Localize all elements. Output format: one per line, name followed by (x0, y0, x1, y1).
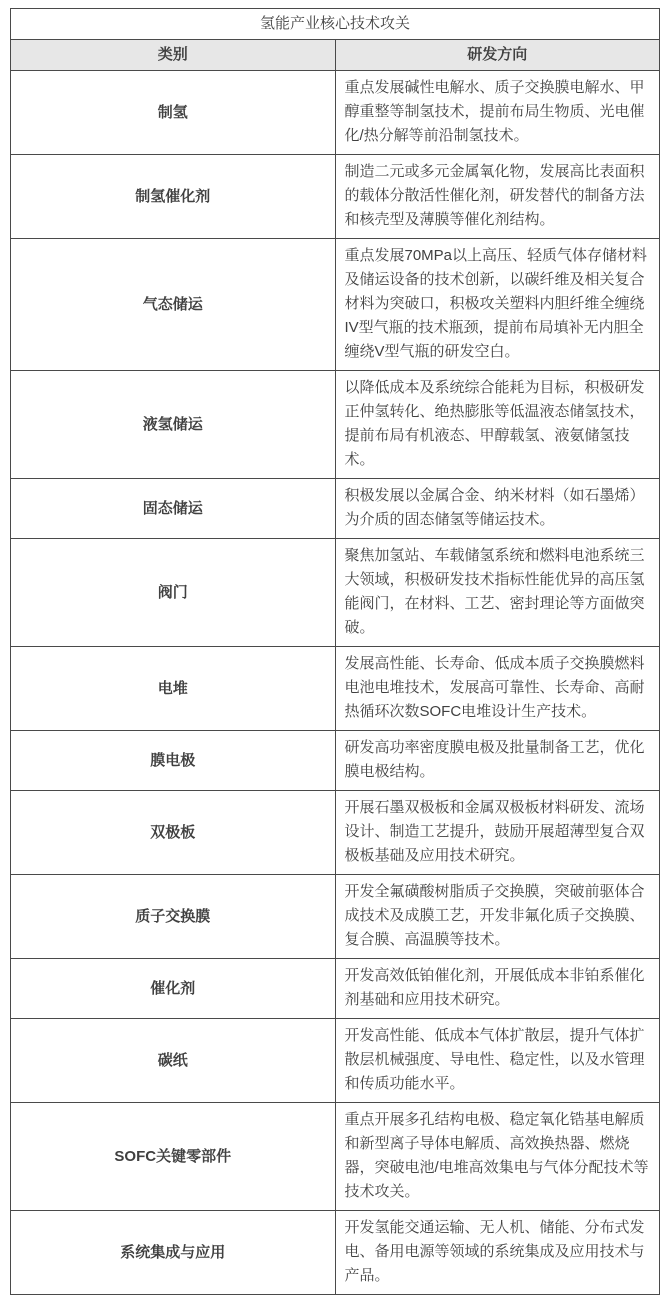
category-cell: 液氢储运 (11, 371, 336, 479)
category-cell: 质子交换膜 (11, 875, 336, 959)
table-row (11, 239, 660, 371)
category-cell: 阀门 (11, 539, 336, 647)
direction-cell: 重点发展70MPa以上高压、轻质气体存储材料及储运设备的技术创新，以碳纤维及相关复合材料为突破口，积极攻关塑料内胆纤维全缠绕IV型气瓶的技术瓶颈，提前布局填补无内胆全缠绕V型气瓶的研发空白。 (335, 239, 660, 371)
table-row (11, 875, 660, 959)
table-row (11, 959, 660, 1019)
table-row (11, 155, 660, 239)
direction-cell: 以降低成本及系统综合能耗为目标，积极研发正仲氢转化、绝热膨胀等低温液态储氢技术，提前布局有机液态、甲醇载氢、液氨储氢技术。 (335, 371, 660, 479)
direction-cell: 发展高性能、长寿命、低成本质子交换膜燃料电池电堆技术，发展高可靠性、长寿命、高耐热循环次数SOFC电堆设计生产技术。 (335, 647, 660, 731)
column-header-category: 类别 (11, 40, 336, 71)
table-row (11, 539, 660, 647)
hydrogen-tech-table (10, 8, 660, 1295)
column-header-direction: 研发方向 (335, 40, 660, 71)
direction-cell: 聚焦加氢站、车载储氢系统和燃料电池系统三大领域，积极研发技术指标性能优异的高压氢能阀门，在材料、工艺、密封理论等方面做突破。 (335, 539, 660, 647)
direction-cell: 重点开展多孔结构电极、稳定氧化锆基电解质和新型离子导体电解质、高效换热器、燃烧器，突破电池/电堆高效集电与气体分配技术等技术攻关。 (335, 1103, 660, 1211)
direction-cell: 积极发展以金属合金、纳米材料（如石墨烯）为介质的固态储氢等储运技术。 (335, 479, 660, 539)
direction-cell: 开发高性能、低成本气体扩散层，提升气体扩散层机械强度、导电性、稳定性，以及水管理和传质功能水平。 (335, 1019, 660, 1103)
table-row (11, 647, 660, 731)
direction-cell: 开展石墨双极板和金属双极板材料研发、流场设计、制造工艺提升，鼓励开展超薄型复合双极板基础及应用技术研究。 (335, 791, 660, 875)
category-cell: 膜电极 (11, 731, 336, 791)
category-cell: 电堆 (11, 647, 336, 731)
direction-cell: 重点发展碱性电解水、质子交换膜电解水、甲醇重整等制氢技术，提前布局生物质、光电催化/热分解等前沿制氢技术。 (335, 71, 660, 155)
table-row (11, 479, 660, 539)
direction-cell: 研发高功率密度膜电极及批量制备工艺，优化膜电极结构。 (335, 731, 660, 791)
table-row (11, 731, 660, 791)
table-row (11, 1019, 660, 1103)
header-row (11, 40, 660, 71)
category-cell: 固态储运 (11, 479, 336, 539)
direction-cell: 制造二元或多元金属氧化物，发展高比表面积的载体分散活性催化剂，研发替代的制备方法和核壳型及薄膜等催化剂结构。 (335, 155, 660, 239)
table-body (11, 71, 660, 1295)
category-cell: 碳纸 (11, 1019, 336, 1103)
direction-cell: 开发全氟磺酸树脂质子交换膜，突破前驱体合成技术及成膜工艺，开发非氟化质子交换膜、复合膜、高温膜等技术。 (335, 875, 660, 959)
category-cell: 双极板 (11, 791, 336, 875)
table-row (11, 71, 660, 155)
category-cell: 系统集成与应用 (11, 1211, 336, 1295)
direction-cell: 开发氢能交通运输、无人机、储能、分布式发电、备用电源等领域的系统集成及应用技术与产品。 (335, 1211, 660, 1295)
direction-cell: 开发高效低铂催化剂，开展低成本非铂系催化剂基础和应用技术研究。 (335, 959, 660, 1019)
category-cell: 气态储运 (11, 239, 336, 371)
title-row (11, 9, 660, 40)
category-cell: SOFC关键零部件 (11, 1103, 336, 1211)
category-cell: 制氢 (11, 71, 336, 155)
category-cell: 制氢催化剂 (11, 155, 336, 239)
table-row (11, 371, 660, 479)
table-row (11, 1211, 660, 1295)
table-row (11, 1103, 660, 1211)
table-title: 氢能产业核心技术攻关 (11, 9, 660, 40)
category-cell: 催化剂 (11, 959, 336, 1019)
table-row (11, 791, 660, 875)
